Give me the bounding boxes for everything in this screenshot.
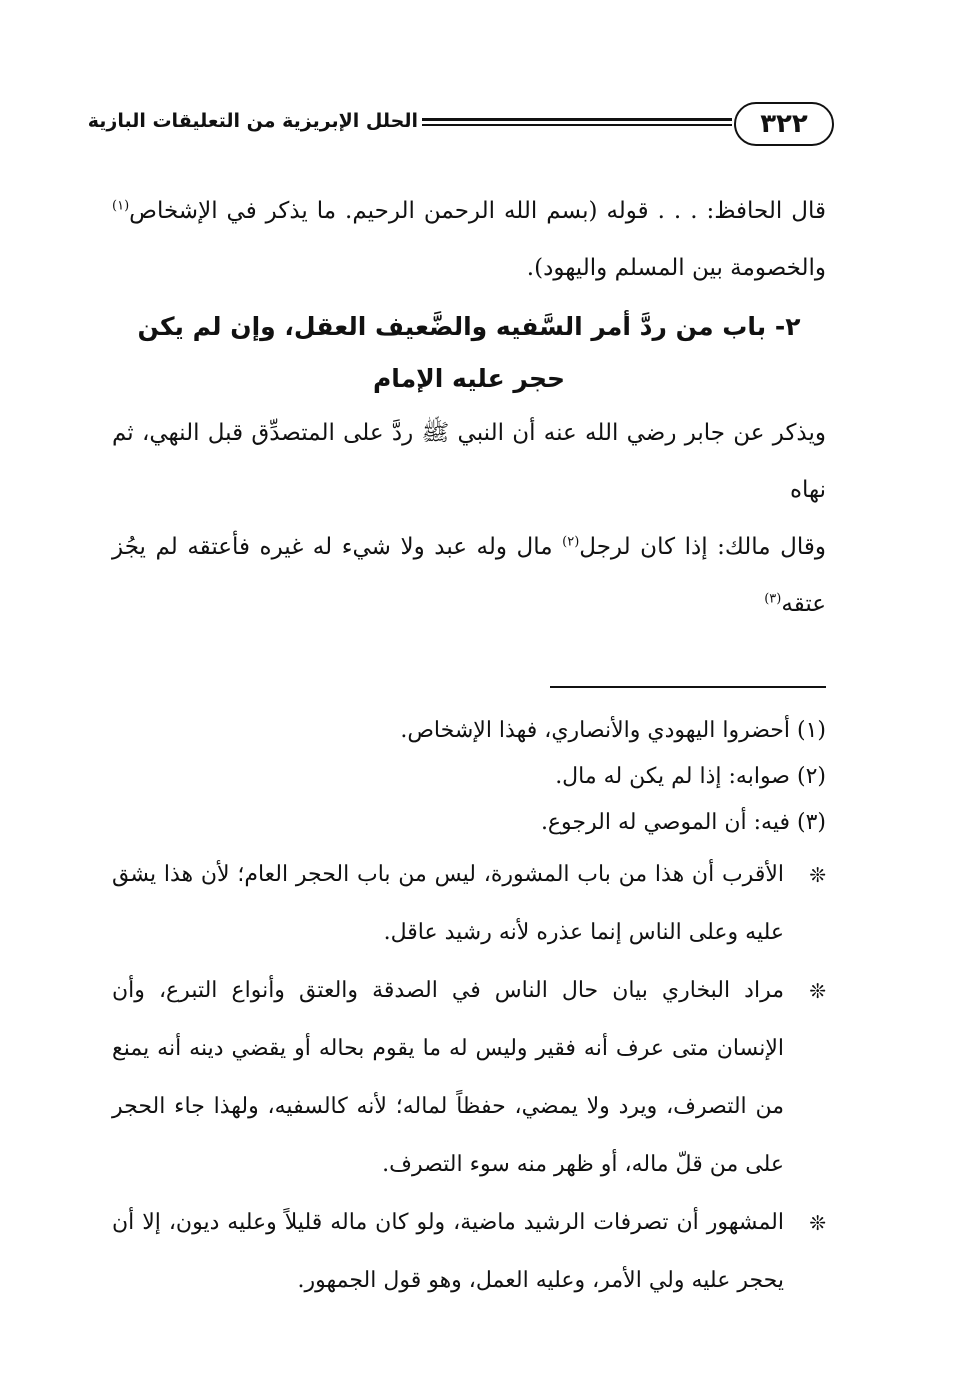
footnote-3: (٣) فيه: أن الموصي له الرجوع.: [540, 810, 826, 835]
malik-text-2: مال وله عبد ولا شيء له غيره فأعتقه لم يجُز عتقه: [112, 534, 826, 617]
page-header: [87, 96, 834, 156]
page-number: ٣٢٢: [734, 102, 834, 146]
hafiz-paragraph: [112, 183, 826, 297]
header-rule: [422, 118, 732, 126]
footnote-ref-2: (٢): [562, 534, 580, 550]
footnotes-section: [112, 708, 826, 1310]
commentary-text-2: مراد البخاري بيان حال الناس في الصدقة والعتق وأنواع التبرع، وأن الإنسان متى عرف أنه فقير وليس له ما يقوم بحاله أو يقضي دينه أنه يمنع من التصرف، ويرد ولا يمضي، حفظاً لماله؛ لأنه كالسفيه، ولهذا جاء الحجر على من قلّ ماله، أو ظهر منه سوء التصرف.: [112, 978, 784, 1177]
book-title: الحلل الإبريزية من التعليقات البازية: [87, 110, 418, 132]
commentary-text-3: المشهور أن تصرفات الرشيد ماضية، ولو كان ماله قليلاً وعليه ديون، إلا أن يحجر عليه ولي الأمر، وعليه العمل، وهو قول الجمهور.: [112, 1210, 784, 1293]
commentary-note-1: [112, 846, 826, 962]
commentary-note-3: [112, 1194, 826, 1310]
asterisk-icon: ❊: [809, 979, 826, 1003]
footnote-ref-1: (١): [112, 198, 130, 214]
asterisk-icon: ❊: [809, 863, 826, 887]
hafiz-text-cont: والخصومة بين المسلم واليهود).: [526, 255, 826, 281]
commentary-text-1: الأقرب أن هذا من باب المشورة، ليس من باب الحجر العام؛ لأن هذا يشق عليه وعلى الناس إنما عذره لأنه رشيد عاقل.: [112, 862, 784, 945]
footnote-ref-3: (٣): [764, 591, 782, 607]
jabir-paragraph: ويذكر عن جابر رضي الله عنه أن النبي ﷺ ردَّ على المتصدِّق قبل النهي، ثم نهاه: [112, 420, 826, 503]
footnote-1: (١) أحضروا اليهودي والأنصاري، فهذا الإشخاص.: [400, 718, 826, 743]
commentary-note-2: [112, 962, 826, 1194]
malik-paragraph: [112, 519, 826, 633]
footnote-2: (٢) صوابه: إذا لم يكن له مال.: [555, 764, 826, 789]
chapter-heading: ٢- باب من ردَّ أمر السَّفيه والضَّعيف العقل، وإن لم يكن حجر عليه الإمام: [137, 312, 801, 393]
footnote-separator: [550, 686, 826, 688]
hafiz-text: قال الحافظ: . . . قوله (بسم الله الرحمن الرحيم. ما يذكر في الإشخاص: [129, 198, 826, 224]
main-text: [112, 183, 826, 633]
malik-text-1: وقال مالك: إذا كان لرجل: [579, 534, 826, 560]
asterisk-icon: ❊: [809, 1211, 826, 1235]
